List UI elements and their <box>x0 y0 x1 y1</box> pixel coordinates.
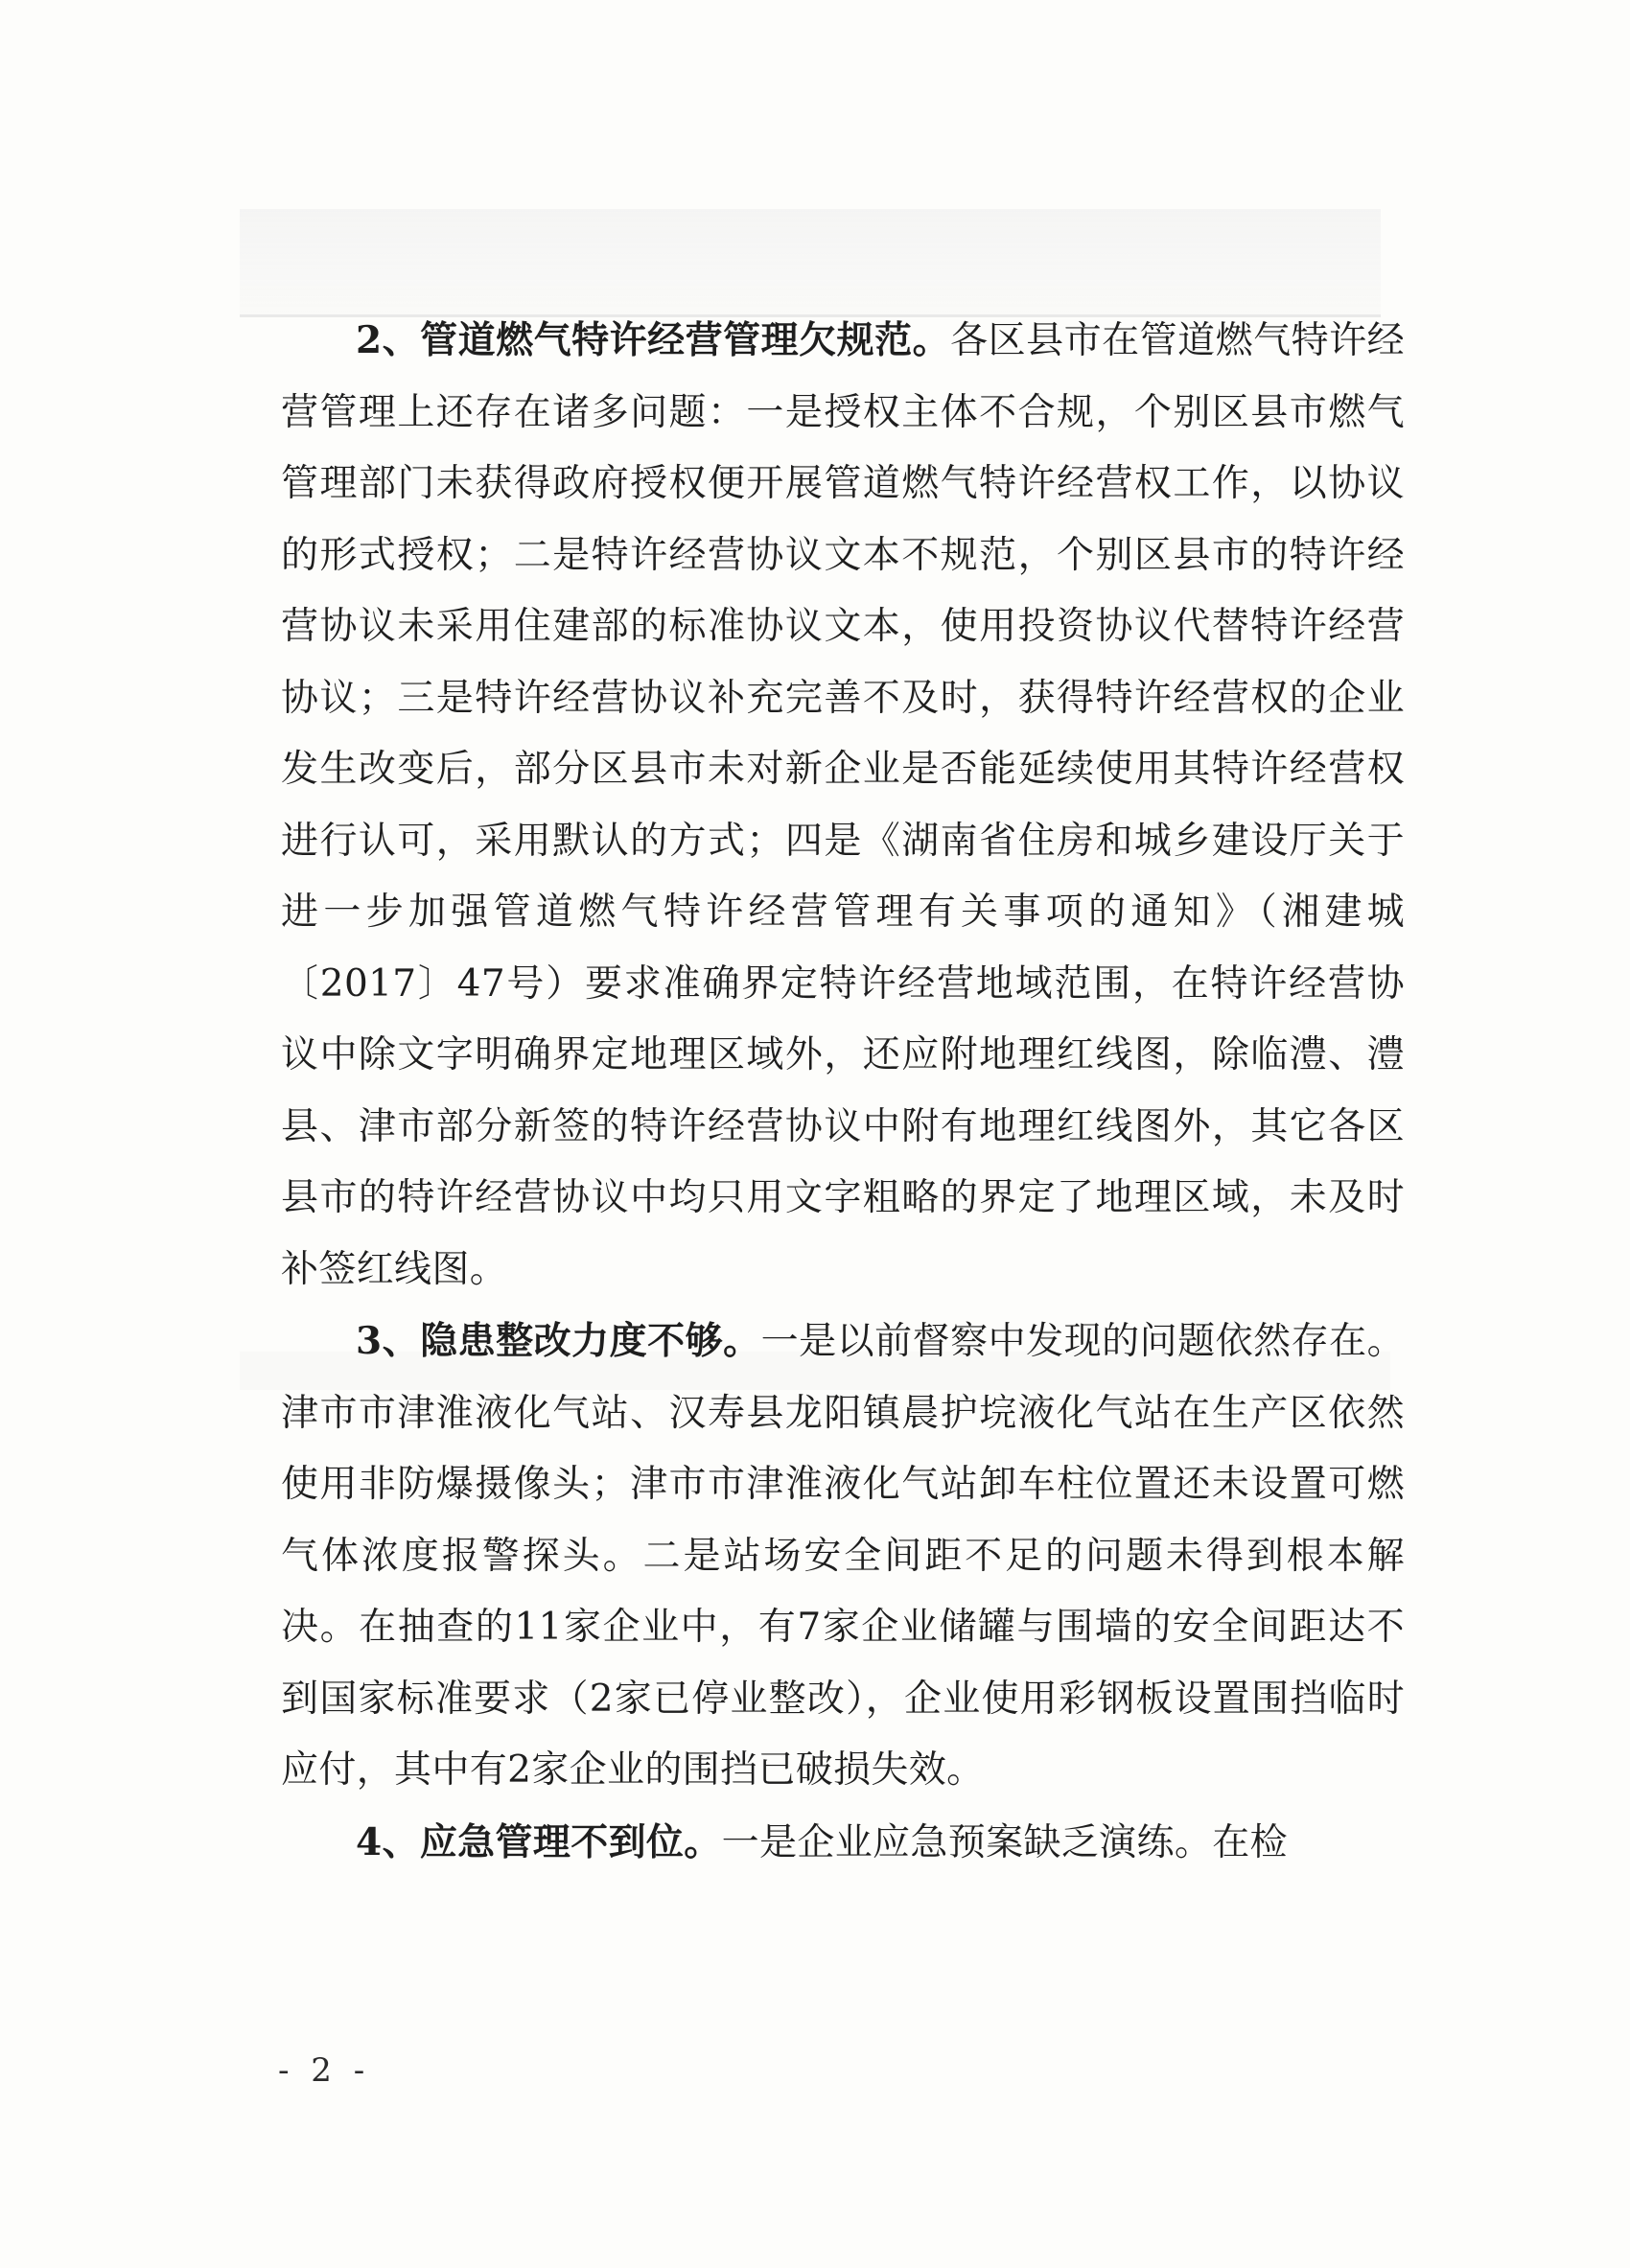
paragraph-text: 一是以前督察中发现的问题依然存在。津市市津淮液化气站、汉寿县龙阳镇晨护垸液化气站在生产区依然使用非防爆摄像头；津市市津淮液化气站卸车柱位置还未设置可燃气体浓度报警探头。二是站场安全间距不足的问题未得到根本解决。在抽查的11家企业中，有7家企业储罐与围墙的安全间距达不到国家标准要求（2家已停业整改），企业使用彩钢板设置围挡临时应付，其中有2家企业的围挡已破损失效。 <box>281 1320 1405 1792</box>
paragraph-heading: 2、管道燃气特许经营管理欠规范。 <box>356 318 951 362</box>
paragraph-heading: 4、应急管理不到位。 <box>356 1819 722 1864</box>
page-number: - 2 - <box>278 2051 371 2090</box>
paragraph-heading: 3、隐患整改力度不够。 <box>356 1319 761 1363</box>
paragraph-text: 各区县市在管道燃气特许经营管理上还存在诸多问题：一是授权主体不合规，个别区县市燃气管理部门未获得政府授权便开展管道燃气特许经营权工作，以协议的形式授权；二是特许经营协议文本不规范，个别区县市的特许经营协议未采用住建部的标准协议文本，使用投资协议代替特许经营协议；三是特许经营协议补充完善不及时，获得特许经营权的企业发生改变后，部分区县市未对新企业是否能延续使用其特许经营权进行认可，采用默认的方式；四是《湖南省住房和城乡建设厅关于进一步加强管道燃气特许经营管理有关事项的通知》（湘建城〔2017〕47号）要求准确界定特许经营地域范围，在特许经营协议中除文字明确界定地理区域外，还应附地理红线图，除临澧、澧县、津市部分新签的特许经营协议中附有地理红线图外，其它各区县市的特许经营协议中均只用文字粗略的界定了地理区域，未及时补签红线图。 <box>281 319 1405 1291</box>
paragraph-emergency-management <box>281 1807 1405 1880</box>
paragraph-text: 一是企业应急预案缺乏演练。在检 <box>721 1820 1288 1864</box>
paragraph-gas-franchise <box>281 305 1405 1306</box>
paragraph-hazard-rectification <box>281 1306 1405 1807</box>
document-body <box>281 305 1405 1879</box>
reverse-side-letterhead-bleed <box>240 209 1381 317</box>
